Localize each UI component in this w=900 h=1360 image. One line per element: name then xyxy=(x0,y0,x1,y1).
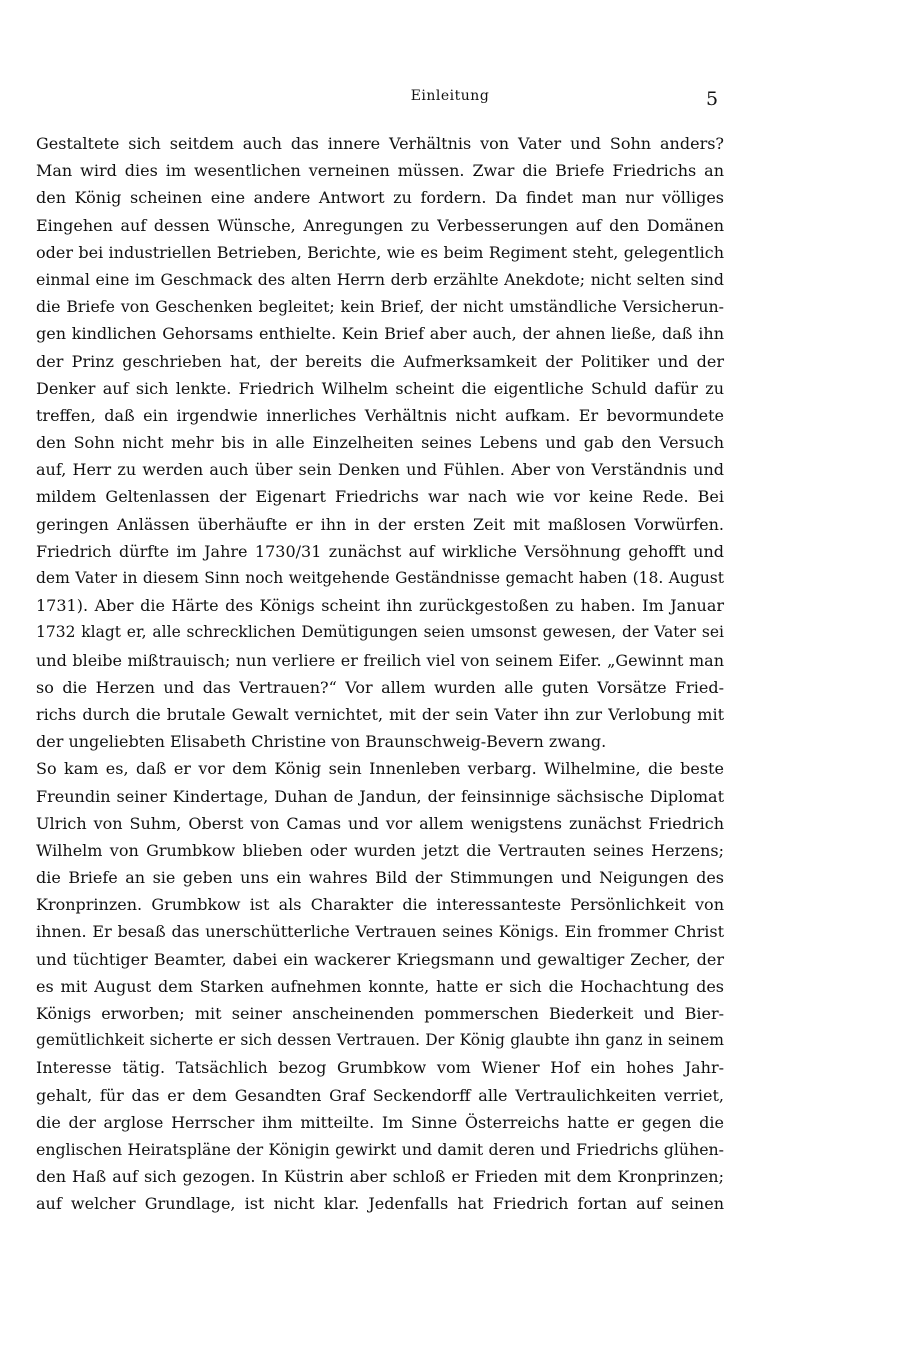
text-line: So kam es, daß er vor dem König sein Innenleben verbarg. Wilhelmine, die beste xyxy=(36,759,724,779)
text-line: Interesse tätig. Tatsächlich bezog Grumbkow vom Wiener Hof ein hohes Jahr- xyxy=(36,1058,724,1078)
text-line: Kronprinzen. Grumbkow ist als Charakter die interessanteste Persönlichkeit von xyxy=(36,895,724,915)
paragraph-2 xyxy=(36,755,724,1217)
text-line: die Briefe von Geschenken begleitet; kein Brief, der nicht umständliche Versicherun- xyxy=(36,297,724,317)
text-line: einmal eine im Geschmack des alten Herrn derb erzählte Anekdote; nicht selten sind xyxy=(36,269,724,289)
text-line: den Sohn nicht mehr bis in alle Einzelheiten seines Lebens und gab den Versuch xyxy=(36,433,724,453)
text-line: auf, Herr zu werden auch über sein Denken und Fühlen. Aber von Verständnis und xyxy=(36,460,724,480)
text-line: Königs erworben; mit seiner anscheinenden pommerschen Biederkeit und Bier- xyxy=(36,1004,724,1023)
text-line: Friedrich dürfte im Jahre 1730/31 zunächst auf wirkliche Versöhnung gehofft und xyxy=(36,541,724,561)
text-line: der Prinz geschrieben hat, der bereits die Aufmerksamkeit der Politiker und der xyxy=(36,351,724,371)
text-line: Wilhelm von Grumbkow blieben oder wurden jetzt die Vertrauten seines Herzens; xyxy=(36,840,724,860)
text-line: Eingehen auf dessen Wünsche, Anregungen zu Verbesserungen auf den Domänen xyxy=(36,215,724,235)
text-line: gehalt, für das er dem Gesandten Graf Seckendorff alle Vertraulichkeiten verriet, xyxy=(36,1085,724,1105)
text-line: gen kindlichen Gehorsams enthielte. Kein Brief aber auch, der ahnen ließe, daß ihn xyxy=(36,324,724,344)
text-line: englischen Heiratspläne der Königin gewirkt und damit deren und Friedrichs glühen- xyxy=(36,1139,724,1159)
running-head: Einleitung xyxy=(410,88,490,104)
text-line: Gestaltete sich seitdem auch das innere Verhältnis von Vater und Sohn anders? xyxy=(36,134,724,153)
text-line: und tüchtiger Beamter, dabei ein wackerer Kriegsmann und gewaltiger Zecher, der xyxy=(36,949,724,969)
text-line: gemütlichkeit sicherte er sich dessen Vertrauen. Der König glaubte ihn ganz in seinem xyxy=(36,1031,724,1050)
text-line: Freundin seiner Kindertage, Duhan de Jandun, der feinsinnige sächsische Diplomat xyxy=(36,786,724,806)
text-line: dem Vater in diesem Sinn noch weitgehende Geständnisse gemacht haben (18. August xyxy=(36,569,724,587)
text-line: 1731). Aber die Härte des Königs scheint ihn zurückgestoßen zu haben. Im Januar xyxy=(36,596,724,616)
text-line: die Briefe an sie geben uns ein wahres Bild der Stimmungen und Neigungen des xyxy=(36,868,724,888)
text-line: mildem Geltenlassen der Eigenart Friedrichs war nach wie vor keine Rede. Bei xyxy=(36,487,724,507)
text-line: oder bei industriellen Betrieben, Berichte, wie es beim Regiment steht, gelegentlich xyxy=(36,242,724,262)
text-line: Denker auf sich lenkte. Friedrich Wilhelm scheint die eigentliche Schuld dafür zu xyxy=(36,378,724,398)
text-line: so die Herzen und das Vertrauen?“ Vor allem wurden alle guten Vorsätze Fried- xyxy=(36,677,724,697)
text-line: ihnen. Er besaß das unerschütterliche Vertrauen seines Königs. Ein frommer Christ xyxy=(36,922,724,942)
page-number: 5 xyxy=(706,88,719,110)
text-line: den König scheinen eine andere Antwort zu fordern. Da findet man nur völliges xyxy=(36,188,724,208)
text-line: Man wird dies im wesentlichen verneinen müssen. Zwar die Briefe Friedrichs an xyxy=(36,161,724,181)
text-line: 1732 klagt er, alle schrecklichen Demütigungen seien umsonst gewesen, der Vater sei xyxy=(36,623,724,642)
text-line: der ungeliebten Elisabeth Christine von Braunschweig-Bevern zwang. xyxy=(36,732,607,752)
text-line: Ulrich von Suhm, Oberst von Camas und vor allem wenigstens zunächst Friedrich xyxy=(36,813,724,833)
text-line: auf welcher Grundlage, ist nicht klar. Jedenfalls hat Friedrich fortan auf seinen xyxy=(36,1194,724,1214)
text-line: treffen, daß ein irgendwie innerliches Verhältnis nicht aufkam. Er bevormundete xyxy=(36,405,724,425)
text-line: geringen Anlässen überhäufte er ihn in der ersten Zeit mit maßlosen Vorwürfen. xyxy=(36,514,724,534)
text-line: den Haß auf sich gezogen. In Küstrin aber schloß er Frieden mit dem Kronprinzen; xyxy=(36,1167,724,1187)
text-line: richs durch die brutale Gewalt vernichtet, mit der sein Vater ihn zur Verlobung mit xyxy=(36,704,724,724)
paragraph-1 xyxy=(36,130,724,755)
body-text xyxy=(36,130,724,1218)
text-line: und bleibe mißtrauisch; nun verliere er freilich viel von seinem Eifer. „Gewinnt man xyxy=(36,650,724,670)
text-line: es mit August dem Starken aufnehmen konnte, hatte er sich die Hochachtung des xyxy=(36,976,724,996)
text-line: die der arglose Herrscher ihm mitteilte. Im Sinne Österreichs hatte er gegen die xyxy=(36,1112,724,1132)
